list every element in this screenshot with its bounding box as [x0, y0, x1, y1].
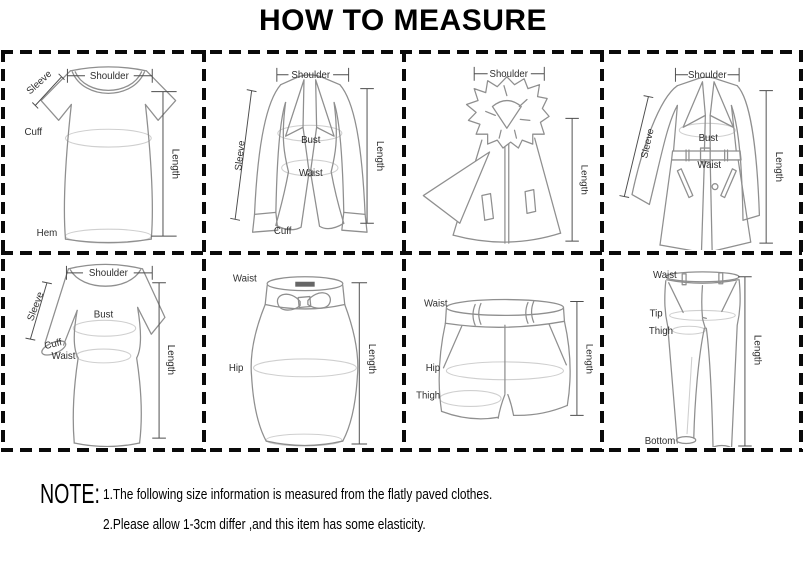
label-length: Length: [772, 151, 784, 182]
dress-drawing: [6, 256, 201, 447]
label-shoulder: Shoulder: [489, 68, 528, 80]
label-length: Length: [373, 140, 385, 172]
label-bust: Bust: [301, 135, 321, 147]
label-shoulder: Shoulder: [291, 69, 331, 81]
label-thigh: Thigh: [648, 326, 674, 338]
label-hip: Hip: [425, 362, 441, 374]
grid-divider-v3: [600, 50, 604, 452]
grid-border-right: [799, 50, 803, 452]
label-waist: Waist: [697, 159, 722, 171]
label-length: Length: [164, 344, 176, 376]
panel-tshirt: [6, 55, 201, 250]
label-tip: Tip: [649, 308, 663, 320]
measure-guides: [440, 362, 564, 407]
panel-pants: [605, 256, 798, 447]
label-waist: Waist: [51, 350, 76, 362]
label-cuff: Cuff: [43, 337, 64, 353]
label-shoulder: Shoulder: [89, 70, 129, 82]
measure-lines: [570, 302, 583, 416]
grid-divider-v2: [402, 50, 406, 452]
note-label: NOTE:: [40, 478, 100, 509]
measure-guides: [670, 310, 736, 434]
panel-blazer: [207, 55, 401, 250]
grid-border-left: [1, 50, 5, 452]
label-shoulder: Shoulder: [88, 267, 128, 279]
label-bust: Bust: [698, 133, 718, 145]
label-waist: Waist: [232, 273, 257, 285]
grid-divider-v1: [202, 50, 206, 452]
measure-guides: [254, 359, 357, 446]
garment-outline: [41, 67, 176, 243]
label-shoulder: Shoulder: [687, 69, 727, 81]
measure-guides: [65, 129, 151, 243]
measure-lines: [352, 283, 368, 444]
panel-trench-coat: [605, 55, 798, 250]
label-sleeve: Sleeve: [233, 139, 248, 172]
measure-lines: [32, 69, 176, 236]
panel-shorts: [407, 256, 599, 447]
label-cuff: Cuff: [273, 226, 292, 238]
pants-drawing: [605, 256, 798, 447]
label-bottom: Bottom: [644, 435, 676, 447]
label-length: Length: [169, 148, 181, 180]
label-length: Length: [751, 334, 763, 366]
tshirt-drawing: [6, 55, 201, 250]
garment-outline: [632, 77, 759, 250]
trench-coat-drawing: [605, 55, 798, 250]
label-sleeve: Sleeve: [639, 127, 657, 160]
label-hip: Hip: [228, 362, 244, 374]
blazer-drawing: [207, 55, 401, 250]
label-waist: Waist: [652, 269, 677, 281]
fur-coat-drawing: [407, 55, 599, 250]
garment-outline: [423, 77, 560, 243]
label-bust: Bust: [93, 309, 114, 321]
measure-guides: [73, 320, 135, 363]
label-waist: Waist: [423, 298, 448, 310]
label-length: Length: [583, 343, 595, 375]
label-hem: Hem: [36, 228, 58, 240]
panel-skirt: [207, 256, 401, 447]
skirt-drawing: [207, 256, 401, 447]
label-length: Length: [366, 343, 377, 375]
note-line-1: 1.The following size information is measured from the flatly paved clothes.: [103, 487, 493, 503]
garment-outline: [439, 300, 570, 419]
note-line-2: 2.Please allow 1-3cm differ ,and this item has some elasticity.: [103, 517, 426, 533]
label-sleeve: Sleeve: [25, 290, 47, 323]
panel-fur-coat: [407, 55, 599, 250]
label-cuff: Cuff: [24, 127, 43, 139]
shorts-drawing: [407, 256, 599, 447]
garment-outline: [253, 75, 367, 232]
garment-outline: [665, 272, 740, 447]
panel-dress: [6, 256, 201, 447]
label-waist: Waist: [298, 167, 323, 179]
label-thigh: Thigh: [416, 390, 441, 402]
label-length: Length: [578, 164, 590, 195]
page-title: HOW TO MEASURE: [258, 4, 548, 37]
label-sleeve: Sleeve: [24, 68, 55, 98]
